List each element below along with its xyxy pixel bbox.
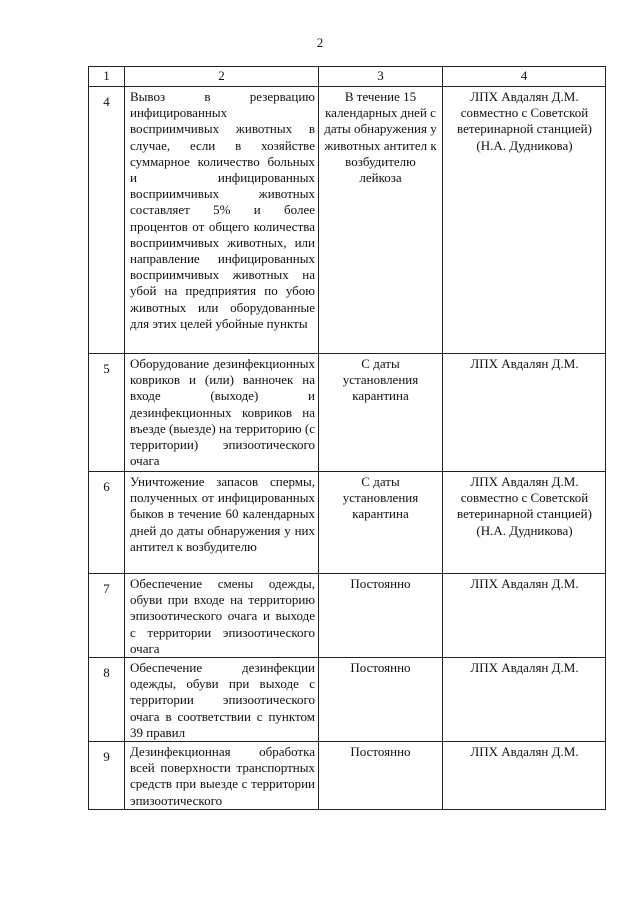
row-number-cell [89,742,125,810]
table-row [89,87,606,354]
responsible-cell [443,354,606,472]
header-cell: 3 [319,67,443,87]
table-header-row [89,67,606,87]
table-row [89,658,606,742]
responsible-text: ЛПХ Авдалян Д.М. [470,576,579,591]
action-text: Дезинфекционная обработка всей поверхности транспортных средств при выезде с территории эпизоотического [130,744,315,808]
responsible-cell [443,87,606,354]
action-text: Вывоз в резервацию инфицированных восприимчивых животных в случае, если в хозяйстве суммарное количество больных и инфицированных восприимчивых животных составляет 5% и более процентов от общего количества восприимчивых животных, или направление инфицированных восприимчивых животных на убой на предприятия по убою животных или оборудованные для этих целей убойные пункты [130,89,315,331]
action-cell [125,472,319,574]
term-text: В течение 15 календарных дней с даты обнаружения у животных антител к возбудителю лейкоза [324,89,437,186]
action-cell [125,742,319,810]
table-row [89,574,606,658]
row-number: 5 [103,361,110,376]
action-text: Обеспечение дезинфекции одежды, обуви при выходе с территории эпизоотического очага в соответствии с пунктом 39 правил [130,660,315,740]
row-number-cell [89,354,125,472]
action-text: Уничтожение запасов спермы, полученных от инфицированных быков в течение 60 календарных дней до даты обнаружения у них антител к возбудителю [130,474,315,554]
page-number: 2 [316,35,324,50]
row-number: 8 [103,665,110,681]
row-number-cell [89,658,125,742]
responsible-text: ЛПХ Авдалян Д.М. [470,356,579,371]
term-cell [319,658,443,742]
table-row [89,742,606,810]
table-row [89,472,606,574]
row-number: 7 [103,581,110,596]
row-number-cell [89,87,125,354]
term-cell [319,87,443,354]
responsible-cell [443,472,606,574]
action-text: Оборудование дезинфекционных ковриков и (или) ванночек на входе (выходе) и дезинфекционных ковриков на въезде (выезде) на территорию (с территории) эпизоотического очага [130,356,315,469]
responsible-cell [443,574,606,658]
action-cell [125,658,319,742]
responsible-cell [443,658,606,742]
row-number: 9 [103,749,110,765]
term-text: С даты установления карантина [342,356,419,404]
responsible-text: ЛПХ Авдалян Д.М. [470,660,579,676]
responsible-text: ЛПХ Авдалян Д.М. совместно с Советской ветеринарной станцией) (Н.А. Дудникова) [457,89,592,153]
action-cell [125,354,319,472]
term-text: Постоянно [350,660,411,676]
term-text: Постоянно [350,576,411,591]
row-number-cell [89,472,125,574]
responsible-text: ЛПХ Авдалян Д.М. совместно с Советской ветеринарной станцией) (Н.А. Дудникова) [457,474,592,538]
term-cell [319,574,443,658]
header-cell: 1 [89,67,125,87]
row-number: 4 [103,94,110,109]
table-row [89,354,606,472]
term-cell [319,472,443,574]
responsible-text: ЛПХ Авдалян Д.М. [470,744,579,760]
term-cell [319,354,443,472]
action-cell [125,87,319,354]
header-cell: 4 [443,67,606,87]
header-cell: 2 [125,67,319,87]
measures-table [88,66,606,810]
action-text: Обеспечение смены одежды, обуви при входе на территорию эпизоотического очага и выходе с территории эпизоотического очага [130,576,315,656]
term-cell [319,742,443,810]
row-number: 6 [103,479,110,494]
action-cell [125,574,319,658]
responsible-cell [443,742,606,810]
term-text: С даты установления карантина [342,474,419,522]
row-number-cell [89,574,125,658]
term-text: Постоянно [350,744,411,760]
